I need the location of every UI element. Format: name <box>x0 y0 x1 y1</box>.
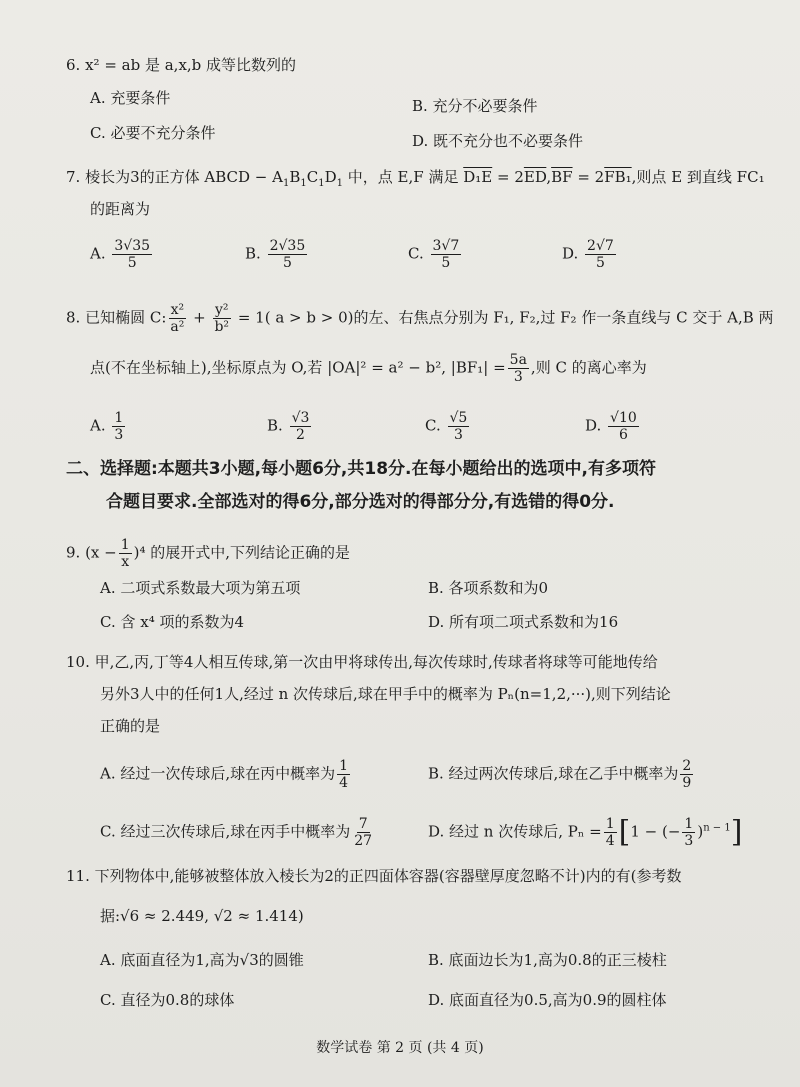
q11-stem-line1: 11. 下列物体中,能够被整体放入棱长为2的正四面体容器(容器壁厚度忽略不计)内的有(参考数 <box>66 867 682 885</box>
q8-option-c: C. $\frac{√5}{3}$ <box>425 410 468 443</box>
q10-stem-line2: 另外3人中的任何1人,经过 n 次传球后,球在甲手中的概率为 Pₙ(n=1,2,···),则下列结论 <box>100 685 671 703</box>
vector-d1e: D₁E <box>463 168 493 186</box>
q6-option-a: A. 充要条件 <box>90 89 171 107</box>
q6-option-d: D. 既不充分也不必要条件 <box>412 132 584 150</box>
q7-option-a: A. $\frac{3√35}{5}$ <box>90 238 151 271</box>
q7-stem-line1: 7. 棱长为3的正方体 ABCD − $A_1B_1C_1D_1$ 中，点 E,F 满足 $D_1E = 2\overline{ED},\overline{BF} = 2FB_1$,则点 E 到直线 FC₁ <box>66 168 765 189</box>
q7-option-b: B. $\frac{2√35}{5}$ <box>245 238 306 271</box>
q11-option-c: C. 直径为0.8的球体 <box>100 991 235 1009</box>
q8-option-b: B. $\frac{√3}{2}$ <box>267 410 310 443</box>
vector-bf: $\overline{BF}$ <box>551 168 573 186</box>
q10-stem-line3: 正确的是 <box>100 717 161 735</box>
q11-option-b: B. 底面边长为1,高为0.8的正三棱柱 <box>428 951 667 969</box>
section2-heading-line1: 二、选择题:本题共3小题,每小题6分,共18分.在每小题给出的选项中,有多项符 <box>66 459 656 479</box>
q7-option-c: C. $\frac{3√7}{5}$ <box>408 238 460 271</box>
q9-option-b: B. 各项系数和为0 <box>428 579 549 597</box>
vector-fb1: FB₁ <box>604 168 632 186</box>
q10-option-d: D. 经过 n 次传球后, Pₙ = $\frac{1}{4}$ [1 − (− $\frac{1}{3}$ )$^{n - 1}$] <box>428 814 743 850</box>
q9-option-c: C. 含 x⁴ 项的系数为4 <box>100 613 245 631</box>
q7-stem-line2: 的距离为 <box>90 200 151 218</box>
q11-stem-line2: 据:√6 ≈ 2.449, √2 ≈ 1.414) <box>100 907 304 925</box>
q10-option-a: A. 经过一次传球后,球在丙中概率为 $\frac{1}{4}$ <box>100 758 349 791</box>
q8-option-a: A. $\frac{1}{3}$ <box>90 410 124 443</box>
q11-option-a: A. 底面直径为1,高为√3的圆锥 <box>100 951 304 969</box>
q9-option-a: A. 二项式系数最大项为第五项 <box>100 579 301 597</box>
q6-option-b: B. 充分不必要条件 <box>412 97 538 115</box>
page-footer: 数学试卷 第 2 页 (共 4 页) <box>316 1040 484 1056</box>
q10-stem-line1: 10. 甲,乙,丙,丁等4人相互传球,第一次由甲将球传出,每次传球时,传球者将球等可能地传给 <box>66 653 658 671</box>
q10-option-b: B. 经过两次传球后,球在乙手中概率为 $\frac{2}{9}$ <box>428 758 692 791</box>
q9-option-d: D. 所有项二项式系数和为16 <box>428 613 619 631</box>
vector-ed: $\overline{ED}$ <box>523 168 547 186</box>
q8-stem-line2: 点(不在坐标轴上),坐标原点为 O,若 |OA|² = a² − b², |BF₁| = $\frac{5a}{3}$ ,则 C 的离心率为 <box>90 352 647 385</box>
q11-option-d: D. 底面直径为0.5,高为0.9的圆柱体 <box>428 991 667 1009</box>
q7-option-d: D. $\frac{2√7}{5}$ <box>562 238 614 271</box>
section2-heading-line2: 合题目要求.全部选对的得6分,部分选对的得部分分,有选错的得0分. <box>106 492 615 512</box>
q9-stem: 9. (x − $\frac{1}{x}$ )⁴ 的展开式中,下列结论正确的是 <box>66 537 351 570</box>
q8-option-d: D. $\frac{√10}{6}$ <box>585 410 637 443</box>
q6-option-c: C. 必要不充分条件 <box>90 124 216 142</box>
q8-stem-line1: 8. 已知椭圆 C: $\frac{\text{x²}}{\text{a²}}$ + $\frac{\text{y²}}{\text{b²}}$ = 1( a > b > 0)的左、右焦点分别为 F₁, F₂,过 F₂ 作一条直线与 C 交于 A,B 两 <box>66 302 774 335</box>
q6-stem: 6. x² = ab 是 a,x,b 成等比数列的 <box>66 56 297 74</box>
q10-option-c: C. 经过三次传球后,球在丙手中概率为 $\frac{7}{27}$ <box>100 816 373 849</box>
